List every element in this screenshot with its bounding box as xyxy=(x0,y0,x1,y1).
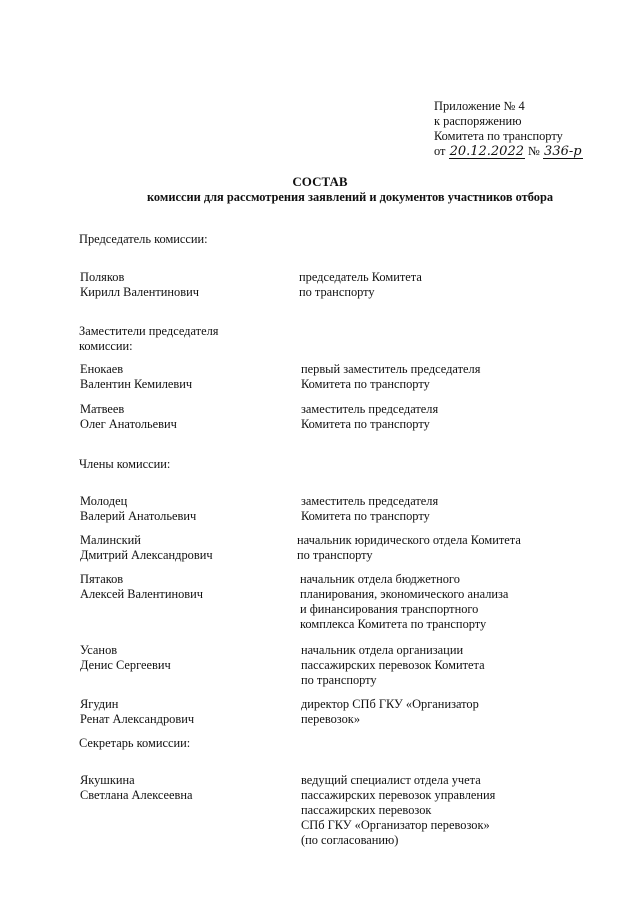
member-position: председатель Комитета по транспорту xyxy=(299,270,422,299)
member-given-names: Кирилл Валентинович xyxy=(80,285,199,299)
member-surname: Поляков xyxy=(80,270,125,284)
member-surname: Пятаков xyxy=(80,572,124,586)
member-position: заместитель председателя Комитета по транспорту xyxy=(301,402,439,431)
member-name xyxy=(80,643,280,673)
member-surname: Молодец xyxy=(80,494,128,508)
appendix-line-3: Комитета по транспорту xyxy=(434,129,563,143)
member-given-names: Валентин Кемилевич xyxy=(80,377,193,391)
member-position: первый заместитель председателя Комитета по транспорту xyxy=(301,362,481,391)
member-position: начальник отдела бюджетного планирования, экономического анализа и финансирования транспортного комплекса Комитета по транспорту xyxy=(300,572,509,631)
member-position: заместитель председателя Комитета по транспорту xyxy=(301,494,439,523)
member-given-names: Алексей Валентинович xyxy=(80,587,203,601)
appendix-date-line xyxy=(434,144,634,159)
member-surname: Малинский xyxy=(80,533,141,547)
member-position: начальник юридического отдела Комитета по транспорту xyxy=(297,533,521,562)
document-title: СОСТАВ xyxy=(292,174,348,189)
handwritten-number: 336-р xyxy=(544,144,582,159)
member-given-names: Светлана Алексеевна xyxy=(80,788,193,802)
date-prefix: от xyxy=(434,144,446,158)
section-secretary-heading: Секретарь комиссии: xyxy=(79,736,191,750)
document-subtitle: комиссии для рассмотрения заявлений и документов участников отбора xyxy=(146,190,554,204)
member-position: директор СПб ГКУ «Организатор перевозок» xyxy=(301,697,479,726)
member-given-names: Валерий Анатольевич xyxy=(80,509,197,523)
member-given-names: Дмитрий Александрович xyxy=(80,548,213,562)
member-name xyxy=(80,773,280,803)
member-given-names: Денис Сергеевич xyxy=(80,658,171,672)
member-surname: Енокаев xyxy=(80,362,124,376)
member-name xyxy=(80,533,280,563)
member-given-names: Ренат Александрович xyxy=(80,712,195,726)
member-surname: Усанов xyxy=(80,643,118,657)
handwritten-date: 20.12.2022 xyxy=(449,144,524,159)
member-name xyxy=(80,270,280,300)
member-surname: Ягудин xyxy=(80,697,119,711)
appendix-line-2: к распоряжению xyxy=(434,114,522,128)
member-name xyxy=(80,494,280,524)
member-surname: Якушкина xyxy=(80,773,135,787)
member-name xyxy=(80,572,280,602)
appendix-block xyxy=(434,99,634,159)
member-name xyxy=(80,697,280,727)
section-deputies-heading: Заместители председателя комиссии: xyxy=(79,324,219,353)
member-name xyxy=(80,402,280,432)
member-surname: Матвеев xyxy=(80,402,125,416)
member-name xyxy=(80,362,280,392)
section-members-heading: Члены комиссии: xyxy=(79,457,171,471)
member-position: начальник отдела организации пассажирских перевозок Комитета по транспорту xyxy=(301,643,485,687)
section-chairman-heading: Председатель комиссии: xyxy=(79,232,208,246)
member-given-names: Олег Анатольевич xyxy=(80,417,177,431)
number-prefix: № xyxy=(528,144,540,158)
appendix-line-1: Приложение № 4 xyxy=(434,99,525,113)
member-position: ведущий специалист отдела учета пассажирских перевозок управления пассажирских перевозок СПб ГКУ «Организатор перевозок» (по согласованию) xyxy=(301,773,496,847)
